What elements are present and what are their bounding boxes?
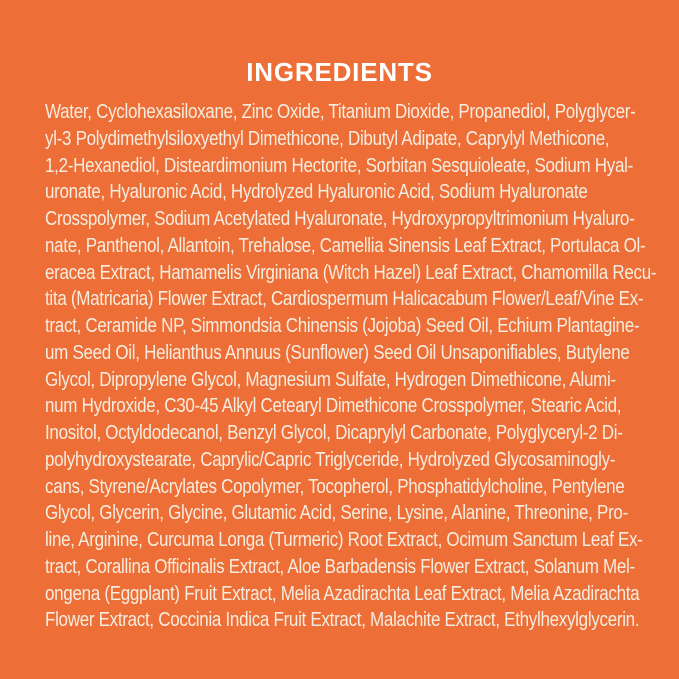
ingredients-line: 1,2-Hexanediol, Disteardimonium Hectorite, Sorbitan Sesquioleate, Sodium Hyal- <box>45 153 633 177</box>
ingredients-line: Water, Cyclohexasiloxane, Zinc Oxide, Titanium Dioxide, Propanediol, Polyglycer- <box>45 99 636 123</box>
ingredients-line: yl-3 Polydimethylsiloxyethyl Dimethicone, Dibutyl Adipate, Caprylyl Methicone, <box>45 126 610 150</box>
ingredients-line: Inositol, Octyldodecanol, Benzyl Glycol, Dicaprylyl Carbonate, Polyglyceryl-2 Di- <box>45 420 623 444</box>
ingredients-line: uronate, Hyaluronic Acid, Hydrolyzed Hyaluronic Acid, Sodium Hyaluronate <box>45 179 588 204</box>
ingredients-line: cans, Styrene/Acrylates Copolymer, Tocopherol, Phosphatidylcholine, Pentylene <box>45 474 625 498</box>
ingredients-line: tita (Matricaria) Flower Extract, Cardiospermum Halicacabum Flower/Leaf/Vine Ex- <box>45 286 644 311</box>
ingredients-line: Flower Extract, Coccinia Indica Fruit Extract, Malachite Extract, Ethylhexylglycerin. <box>45 607 640 632</box>
ingredients-line: Glycol, Dipropylene Glycol, Magnesium Sulfate, Hydrogen Dimethicone, Alumi- <box>45 367 616 391</box>
ingredients-line: eracea Extract, Hamamelis Virginiana (Witch Hazel) Leaf Extract, Chamomilla Recu- <box>45 260 657 284</box>
ingredients-line: polyhydroxystearate, Caprylic/Capric Triglyceride, Hydrolyzed Glycosaminogly- <box>45 447 616 471</box>
ingredients-line: nate, Panthenol, Allantoin, Trehalose, Camellia Sinensis Leaf Extract, Portulaca Ol- <box>45 233 646 257</box>
ingredients-line: tract, Corallina Officinalis Extract, Aloe Barbadensis Flower Extract, Solanum Mel- <box>45 554 635 578</box>
ingredients-text-block <box>45 99 657 634</box>
ingredients-line: um Seed Oil, Helianthus Annuus (Sunflower) Seed Oil Unsaponifiables, Butylene <box>45 340 630 364</box>
ingredients-title: INGREDIENTS <box>246 57 433 87</box>
ingredients-line: tract, Ceramide NP, Simmondsia Chinensis (Jojoba) Seed Oil, Echium Plantagine- <box>45 313 640 337</box>
ingredients-line: Glycol, Glycerin, Glycine, Glutamic Acid, Serine, Lysine, Alanine, Threonine, Pro- <box>45 500 628 525</box>
ingredients-line: ongena (Eggplant) Fruit Extract, Melia Azadirachta Leaf Extract, Melia Azadirachta <box>45 581 640 605</box>
ingredients-line: Crosspolymer, Sodium Acetylated Hyaluronate, Hydroxypropyltrimonium Hyaluro- <box>45 206 635 230</box>
ingredients-line: line, Arginine, Curcuma Longa (Turmeric) Root Extract, Ocimum Sanctum Leaf Ex- <box>45 527 643 551</box>
ingredients-line: num Hydroxide, C30-45 Alkyl Cetearyl Dimethicone Crosspolymer, Stearic Acid, <box>45 393 622 418</box>
